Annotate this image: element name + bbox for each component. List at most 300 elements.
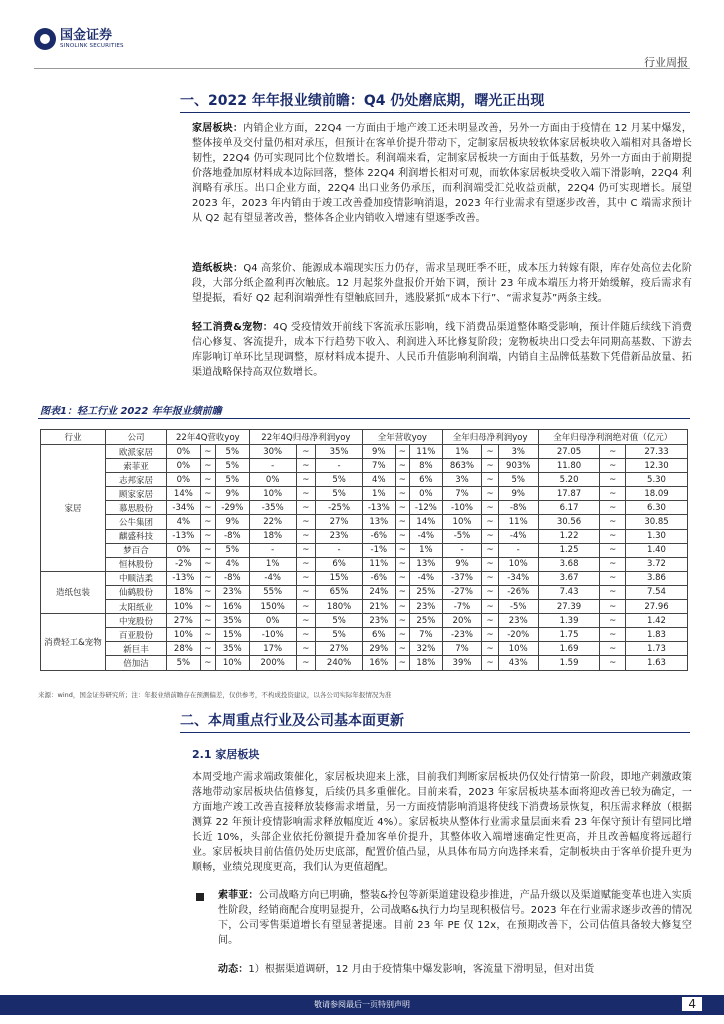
value-high-cell: 27.96 xyxy=(626,600,688,614)
table-row xyxy=(41,487,688,501)
value-high-cell: 27% xyxy=(316,642,363,656)
range-separator: ~ xyxy=(482,642,498,656)
range-separator: ~ xyxy=(200,585,215,599)
range-separator: ~ xyxy=(395,473,410,487)
value-low-cell: 7% xyxy=(363,459,395,473)
table-row xyxy=(41,571,688,585)
value-low-cell: 29% xyxy=(363,642,395,656)
value-low-cell: 28% xyxy=(167,642,201,656)
value-low-cell: 11.80 xyxy=(538,459,600,473)
bullet-square-icon xyxy=(196,893,204,901)
footer-disclaimer: 敬请参阅最后一页特别声明 xyxy=(314,1000,410,1009)
value-high-cell: -5% xyxy=(498,600,538,614)
value-low-cell: -7% xyxy=(442,600,482,614)
range-separator: ~ xyxy=(296,445,315,459)
value-low-cell: 10% xyxy=(442,515,482,529)
value-high-cell: 5% xyxy=(215,459,249,473)
value-low-cell: 5% xyxy=(167,656,201,670)
paragraph-consumer xyxy=(192,320,692,380)
value-low-cell: 7% xyxy=(442,642,482,656)
value-low-cell: 14% xyxy=(167,487,201,501)
value-high-cell: 3.72 xyxy=(626,557,688,571)
range-separator: ~ xyxy=(482,459,498,473)
value-high-cell: 903% xyxy=(498,459,538,473)
value-low-cell: -23% xyxy=(442,628,482,642)
value-low-cell: 7% xyxy=(442,487,482,501)
value-high-cell: 5% xyxy=(316,628,363,642)
range-separator: ~ xyxy=(395,445,410,459)
value-low-cell: 1.25 xyxy=(538,543,600,557)
value-high-cell: 23% xyxy=(498,614,538,628)
paragraph-furniture-text: 内销企业方面，22Q4 一方面由于地产竣工还未明显改善，另外一方面由于疫情在 12 月某中爆发，整体接单及交付量仍相对承压，但预计在客单价提升带动下，定制家居板块较软体家居板块收入端相对具备增长韧性，22Q4 仍可实现同比个位数增长。利润端来看，定制家居板块一方面由于低基数，另外一方面由于前期提价落地叠加原材料成本边际回落，整体 22Q4 利润增长相对可观，而软体家居板块受收入端下滑影响，22Q4 利润略有承压。出口企业方面，22Q4 出口业务仍承压，而利润端受汇兑收益贡献，22Q4 仍可实现增长。展望 2023 年，2023 年内销由于竣工改善叠加疫情影响消退，2023 年行业需求有望逐步改善，其中 C 端需求预计从 Q2 起有望显著改善，整体各企业内销收入增速有望逐季改善。 xyxy=(192,123,693,224)
value-low-cell: 27% xyxy=(167,614,201,628)
table-row xyxy=(41,557,688,571)
page-number: 4 xyxy=(682,997,702,1011)
range-separator: ~ xyxy=(296,487,315,501)
value-high-cell: 1.73 xyxy=(626,642,688,656)
company-cell: 倍加洁 xyxy=(106,656,167,670)
header-company: 公司 xyxy=(106,430,167,445)
value-high-cell: 1.83 xyxy=(626,628,688,642)
range-separator: ~ xyxy=(395,614,410,628)
company-cell: 慕思股份 xyxy=(106,501,167,515)
range-separator: ~ xyxy=(200,487,215,501)
value-high-cell: -26% xyxy=(498,585,538,599)
value-high-cell: 35% xyxy=(316,445,363,459)
value-low-cell: 24% xyxy=(363,585,395,599)
range-separator: ~ xyxy=(482,515,498,529)
header-q4-revenue: 22年4Q营收yoy xyxy=(167,430,250,445)
value-high-cell: 15% xyxy=(215,628,249,642)
value-low-cell: 0% xyxy=(167,543,201,557)
value-high-cell: 5% xyxy=(215,473,249,487)
range-separator: ~ xyxy=(600,459,626,473)
section1-title: 一、2022 年年报业绩前瞻：Q4 仍处磨底期，曙光正出现 xyxy=(180,93,545,109)
range-separator: ~ xyxy=(200,557,215,571)
range-separator: ~ xyxy=(600,445,626,459)
value-high-cell: -12% xyxy=(410,501,442,515)
value-high-cell: 18% xyxy=(410,656,442,670)
value-low-cell: 10% xyxy=(167,600,201,614)
paragraph-weekly-update xyxy=(192,770,692,875)
value-high-cell: -20% xyxy=(498,628,538,642)
value-high-cell: 4% xyxy=(215,557,249,571)
value-low-cell: 150% xyxy=(249,600,296,614)
table-row xyxy=(41,445,688,459)
range-separator: ~ xyxy=(395,529,410,543)
paragraph-weekly-update-text: 本周受地产需求端政策催化，家居板块迎来上涨，目前我们判断家居板块仍仅处行情第一阶段，即地产刺激政策落地带动家居板块估值修复，后续仍具多重催化。目前来看，2023 年家居板块基本面将迎改善已较为确定，一方面地产竣工改善直接释放装修需求增量，另一方面疫情影响消退将使线下消费场景恢复，积压需求释放（根据测算 22 年预计疫情影响需求释放幅度近 4%）。家居板块从整体行业需求量层面来看 23 年保守预计有望同比增长近 10%，头部企业依托份额提升叠加客单价提升，其整体收入端增速确定性更高，并且改善幅度将远超行业。家居板块目前估值仍处历史底部，配置价值凸显，从具体布局方向选择来看，定制板块由于客单价提升更为顺畅，业绩兑现度更高，我们认为更值超配。 xyxy=(192,772,692,873)
range-separator: ~ xyxy=(600,656,626,670)
value-high-cell: 9% xyxy=(215,487,249,501)
table-row xyxy=(41,515,688,529)
value-high-cell: 5% xyxy=(316,487,363,501)
range-separator: ~ xyxy=(600,473,626,487)
value-high-cell: 10% xyxy=(498,642,538,656)
header-annual-revenue: 全年营收yoy xyxy=(363,430,443,445)
value-high-cell: - xyxy=(316,459,363,473)
value-high-cell: - xyxy=(316,543,363,557)
range-separator: ~ xyxy=(482,445,498,459)
range-separator: ~ xyxy=(600,515,626,529)
range-separator: ~ xyxy=(395,656,410,670)
paragraph-dynamics-text: 1）根据渠道调研，12 月由于疫情集中爆发影响，客流量下滑明显，但对出货 xyxy=(248,964,595,975)
range-separator: ~ xyxy=(296,642,315,656)
value-low-cell: - xyxy=(442,543,482,557)
value-low-cell: 30% xyxy=(249,445,296,459)
range-separator: ~ xyxy=(200,656,215,670)
value-high-cell: 1.42 xyxy=(626,614,688,628)
range-separator: ~ xyxy=(395,642,410,656)
value-high-cell: -25% xyxy=(316,501,363,515)
company-cell: 恒林股份 xyxy=(106,557,167,571)
section2-title: 二、本周重点行业及公司基本面更新 xyxy=(180,713,404,729)
range-separator: ~ xyxy=(200,515,215,529)
value-low-cell: 4% xyxy=(167,515,201,529)
company-cell: 公牛集团 xyxy=(106,515,167,529)
value-high-cell: 9% xyxy=(498,487,538,501)
logo-name-en: SINOLINK SECURITIES xyxy=(60,43,124,49)
value-low-cell: -5% xyxy=(442,529,482,543)
value-low-cell: -13% xyxy=(167,529,201,543)
range-separator: ~ xyxy=(395,543,410,557)
range-separator: ~ xyxy=(296,628,315,642)
value-high-cell: 3.86 xyxy=(626,571,688,585)
value-low-cell: -6% xyxy=(363,529,395,543)
value-low-cell: -13% xyxy=(363,501,395,515)
range-separator: ~ xyxy=(482,585,498,599)
range-separator: ~ xyxy=(600,529,626,543)
value-high-cell: 23% xyxy=(316,529,363,543)
value-low-cell: - xyxy=(249,543,296,557)
value-high-cell: 5% xyxy=(316,473,363,487)
value-high-cell: 5.30 xyxy=(626,473,688,487)
range-separator: ~ xyxy=(296,585,315,599)
section1-divider xyxy=(180,112,690,113)
value-low-cell: -34% xyxy=(167,501,201,515)
table-row xyxy=(41,656,688,670)
value-high-cell: 1.40 xyxy=(626,543,688,557)
value-low-cell: 863% xyxy=(442,459,482,473)
company-cell: 百亚股份 xyxy=(106,628,167,642)
range-separator: ~ xyxy=(200,501,215,515)
value-high-cell: -34% xyxy=(498,571,538,585)
value-high-cell: 25% xyxy=(410,585,442,599)
value-low-cell: 0% xyxy=(167,445,201,459)
paragraph-paper-label: 造纸板块： xyxy=(192,263,244,274)
value-high-cell: 5% xyxy=(215,543,249,557)
value-high-cell: -8% xyxy=(498,501,538,515)
value-high-cell: 32% xyxy=(410,642,442,656)
range-separator: ~ xyxy=(600,501,626,515)
company-cell: 中顺洁柔 xyxy=(106,571,167,585)
value-low-cell: 23% xyxy=(363,614,395,628)
value-high-cell: 16% xyxy=(215,600,249,614)
value-low-cell: 200% xyxy=(249,656,296,670)
range-separator: ~ xyxy=(296,501,315,515)
value-low-cell: 11% xyxy=(363,557,395,571)
range-separator: ~ xyxy=(296,614,315,628)
header-industry: 行业 xyxy=(41,430,106,445)
value-low-cell: 17% xyxy=(249,642,296,656)
value-low-cell: 1.69 xyxy=(538,642,600,656)
header-q4-profit: 22年4Q归母净利润yoy xyxy=(249,430,362,445)
header-annual-profit-abs: 全年归母净利润绝对值（亿元） xyxy=(538,430,687,445)
value-low-cell: 17.87 xyxy=(538,487,600,501)
paragraph-sofia xyxy=(218,888,692,948)
paragraph-paper-text: Q4 高浆价、能源成本端现实压力仍存，需求呈现旺季不旺，成本压力转嫁有限，库存处高位去化阶段，大部分纸企盈利再次触底。12 月起浆外盘报价开始下调，预计 23 年成本端压力将开始缓解，疫后需求有望提振，看好 Q2 起利润端弹性有望触底回升，逃股紧抓“成本下行”、“需求复苏”两条主线。 xyxy=(192,263,692,304)
table-row xyxy=(41,600,688,614)
value-low-cell: 1% xyxy=(249,557,296,571)
value-low-cell: 7.43 xyxy=(538,585,600,599)
value-low-cell: -10% xyxy=(442,501,482,515)
value-low-cell: -4% xyxy=(249,571,296,585)
company-cell: 麒盛科技 xyxy=(106,529,167,543)
range-separator: ~ xyxy=(200,473,215,487)
range-separator: ~ xyxy=(600,585,626,599)
range-separator: ~ xyxy=(296,600,315,614)
company-logo xyxy=(34,28,124,50)
value-high-cell: 3% xyxy=(498,445,538,459)
range-separator: ~ xyxy=(296,557,315,571)
value-low-cell: 39% xyxy=(442,656,482,670)
value-low-cell: 10% xyxy=(167,628,201,642)
range-separator: ~ xyxy=(200,445,215,459)
range-separator: ~ xyxy=(296,515,315,529)
range-separator: ~ xyxy=(395,501,410,515)
company-cell: 索菲亚 xyxy=(106,459,167,473)
value-high-cell: 5% xyxy=(316,614,363,628)
value-low-cell: 3% xyxy=(442,473,482,487)
range-separator: ~ xyxy=(482,614,498,628)
range-separator: ~ xyxy=(296,529,315,543)
paragraph-dynamics-label: 动态： xyxy=(218,964,249,975)
table-row xyxy=(41,543,688,557)
value-low-cell: 5.20 xyxy=(538,473,600,487)
value-high-cell: 10% xyxy=(215,656,249,670)
company-cell: 仙鹤股份 xyxy=(106,585,167,599)
value-low-cell: 3.67 xyxy=(538,571,600,585)
range-separator: ~ xyxy=(600,642,626,656)
value-low-cell: 1.75 xyxy=(538,628,600,642)
table-row xyxy=(41,642,688,656)
range-separator: ~ xyxy=(600,571,626,585)
range-separator: ~ xyxy=(482,529,498,543)
paragraph-dynamics xyxy=(218,962,692,977)
table-row xyxy=(41,459,688,473)
paragraph-furniture-label: 家居板块： xyxy=(192,123,244,134)
industry-cell: 造纸包装 xyxy=(41,571,106,613)
value-low-cell: 9% xyxy=(442,557,482,571)
table-row xyxy=(41,473,688,487)
value-high-cell: -8% xyxy=(215,529,249,543)
value-low-cell: -27% xyxy=(442,585,482,599)
company-cell: 中宠股份 xyxy=(106,614,167,628)
range-separator: ~ xyxy=(395,557,410,571)
value-high-cell: 35% xyxy=(215,614,249,628)
paragraph-consumer-text: 4Q 受疫情效开前线下客流承压影响，线下消费品渠道整体略受影响，预计伴随后续线下消费信心修复、客流提升，成本下行趋势下收入、利润进入环比修复阶段；宠物板块出口受去年同期高基数、下游去库影响订单环比呈现调整，原材料成本提升、人民币升值影响利润端，内销自主品牌低基数下凭借新品放量、拓渠道战略保持高双位数增长。 xyxy=(192,322,692,378)
table-header-row xyxy=(41,430,688,445)
value-low-cell: -1% xyxy=(363,543,395,557)
value-high-cell: 65% xyxy=(316,585,363,599)
range-separator: ~ xyxy=(395,515,410,529)
value-low-cell: 0% xyxy=(249,473,296,487)
table-row xyxy=(41,529,688,543)
range-separator: ~ xyxy=(395,628,410,642)
value-high-cell: 18.09 xyxy=(626,487,688,501)
value-low-cell: 1.22 xyxy=(538,529,600,543)
value-high-cell: 7% xyxy=(410,628,442,642)
value-high-cell: 11% xyxy=(410,445,442,459)
value-high-cell: 5% xyxy=(498,473,538,487)
value-low-cell: 27.39 xyxy=(538,600,600,614)
value-low-cell: 4% xyxy=(363,473,395,487)
value-low-cell: 18% xyxy=(167,585,201,599)
range-separator: ~ xyxy=(200,571,215,585)
value-high-cell: 25% xyxy=(410,614,442,628)
value-low-cell: 1.59 xyxy=(538,656,600,670)
paragraph-sofia-label: 索菲亚： xyxy=(218,890,259,901)
table-row xyxy=(41,628,688,642)
value-low-cell: 0% xyxy=(167,473,201,487)
value-high-cell: -29% xyxy=(215,501,249,515)
header-annual-profit: 全年归母净利润yoy xyxy=(442,430,538,445)
range-separator: ~ xyxy=(482,557,498,571)
range-separator: ~ xyxy=(200,600,215,614)
value-high-cell: 0% xyxy=(410,487,442,501)
value-low-cell: -6% xyxy=(363,571,395,585)
range-separator: ~ xyxy=(482,571,498,585)
value-high-cell: 7.54 xyxy=(626,585,688,599)
report-type: 行业周报 xyxy=(644,56,688,69)
paragraph-sofia-text: 公司战略方向已明确，整装&拎包等新渠道建设稳步推进，产品升级以及渠道赋能变革也进入实质性阶段，经销商配合度明显提升，公司战略&执行力均呈现积极信号。2023 年在行业需求逐步改善的情况下，公司零售渠道增长有望显著提速。目前 23 年 PE 仅 12x，在预期改善下，公司估值具备较大修复空间。 xyxy=(218,890,692,946)
range-separator: ~ xyxy=(600,628,626,642)
range-separator: ~ xyxy=(600,614,626,628)
value-low-cell: 13% xyxy=(363,515,395,529)
range-separator: ~ xyxy=(395,487,410,501)
value-low-cell: 1.39 xyxy=(538,614,600,628)
value-low-cell: 6.17 xyxy=(538,501,600,515)
industry-cell: 消费轻工&宠物 xyxy=(41,614,106,670)
value-low-cell: 3.68 xyxy=(538,557,600,571)
value-low-cell: 21% xyxy=(363,600,395,614)
company-cell: 顾家家居 xyxy=(106,487,167,501)
value-high-cell: 23% xyxy=(410,600,442,614)
range-separator: ~ xyxy=(482,543,498,557)
value-high-cell: 23% xyxy=(215,585,249,599)
range-separator: ~ xyxy=(200,459,215,473)
table-row xyxy=(41,501,688,515)
value-low-cell: 9% xyxy=(363,445,395,459)
range-separator: ~ xyxy=(296,571,315,585)
range-separator: ~ xyxy=(200,614,215,628)
range-separator: ~ xyxy=(395,585,410,599)
company-cell: 新巨丰 xyxy=(106,642,167,656)
company-cell: 梦百合 xyxy=(106,543,167,557)
value-high-cell: 13% xyxy=(410,557,442,571)
value-low-cell: 22% xyxy=(249,515,296,529)
range-separator: ~ xyxy=(296,543,315,557)
range-separator: ~ xyxy=(200,529,215,543)
header-divider xyxy=(34,68,690,69)
value-low-cell: - xyxy=(249,459,296,473)
value-low-cell: 0% xyxy=(167,459,201,473)
range-separator: ~ xyxy=(200,642,215,656)
company-cell: 志邦家居 xyxy=(106,473,167,487)
value-high-cell: 30.85 xyxy=(626,515,688,529)
value-low-cell: 27.05 xyxy=(538,445,600,459)
industry-cell: 家居 xyxy=(41,445,106,572)
earnings-forecast-table xyxy=(40,429,688,671)
range-separator: ~ xyxy=(600,600,626,614)
value-high-cell: 10% xyxy=(498,557,538,571)
value-high-cell: 15% xyxy=(316,571,363,585)
value-low-cell: 6% xyxy=(363,628,395,642)
range-separator: ~ xyxy=(482,473,498,487)
value-low-cell: 18% xyxy=(249,529,296,543)
value-high-cell: 180% xyxy=(316,600,363,614)
paragraph-consumer-label: 轻工消费&宠物： xyxy=(192,322,274,333)
value-low-cell: 0% xyxy=(249,614,296,628)
value-high-cell: 11% xyxy=(498,515,538,529)
table-row xyxy=(41,585,688,599)
value-high-cell: 240% xyxy=(316,656,363,670)
value-high-cell: 43% xyxy=(498,656,538,670)
logo-name-cn: 国金证券 xyxy=(60,28,113,43)
range-separator: ~ xyxy=(600,557,626,571)
value-low-cell: 55% xyxy=(249,585,296,599)
table-row xyxy=(41,614,688,628)
paragraph-paper xyxy=(192,261,692,306)
range-separator: ~ xyxy=(395,571,410,585)
logo-mark-icon xyxy=(34,28,56,50)
value-high-cell: - xyxy=(498,543,538,557)
range-separator: ~ xyxy=(482,600,498,614)
range-separator: ~ xyxy=(482,501,498,515)
value-high-cell: 6% xyxy=(316,557,363,571)
figure-divider xyxy=(38,418,690,419)
value-low-cell: 30.56 xyxy=(538,515,600,529)
range-separator: ~ xyxy=(600,487,626,501)
value-high-cell: -4% xyxy=(410,529,442,543)
range-separator: ~ xyxy=(395,600,410,614)
value-high-cell: 27.33 xyxy=(626,445,688,459)
range-separator: ~ xyxy=(395,459,410,473)
figure-title: 图表1：轻工行业 2022 年年报业绩前瞻 xyxy=(40,406,222,417)
value-high-cell: -4% xyxy=(498,529,538,543)
value-high-cell: 6.30 xyxy=(626,501,688,515)
value-high-cell: -8% xyxy=(215,571,249,585)
range-separator: ~ xyxy=(296,459,315,473)
subsection-title: 2.1 家居板块 xyxy=(192,748,260,761)
value-high-cell: 5% xyxy=(215,445,249,459)
value-high-cell: 35% xyxy=(215,642,249,656)
value-high-cell: 9% xyxy=(215,515,249,529)
section2-divider xyxy=(180,732,690,733)
value-high-cell: 1.63 xyxy=(626,656,688,670)
value-high-cell: 12.30 xyxy=(626,459,688,473)
paragraph-furniture xyxy=(192,121,692,226)
range-separator: ~ xyxy=(296,473,315,487)
company-cell: 欧派家居 xyxy=(106,445,167,459)
value-high-cell: 8% xyxy=(410,459,442,473)
table-source-note: 来源：wind，国金证券研究所；注：年报业绩前瞻存在预测偏差，仅供参考，不构成投资建议，以各公司实际年报情况为准 xyxy=(38,691,392,699)
value-high-cell: 1% xyxy=(410,543,442,557)
range-separator: ~ xyxy=(200,628,215,642)
range-separator: ~ xyxy=(482,656,498,670)
value-high-cell: 6% xyxy=(410,473,442,487)
value-low-cell: 20% xyxy=(442,614,482,628)
value-high-cell: 1.30 xyxy=(626,529,688,543)
